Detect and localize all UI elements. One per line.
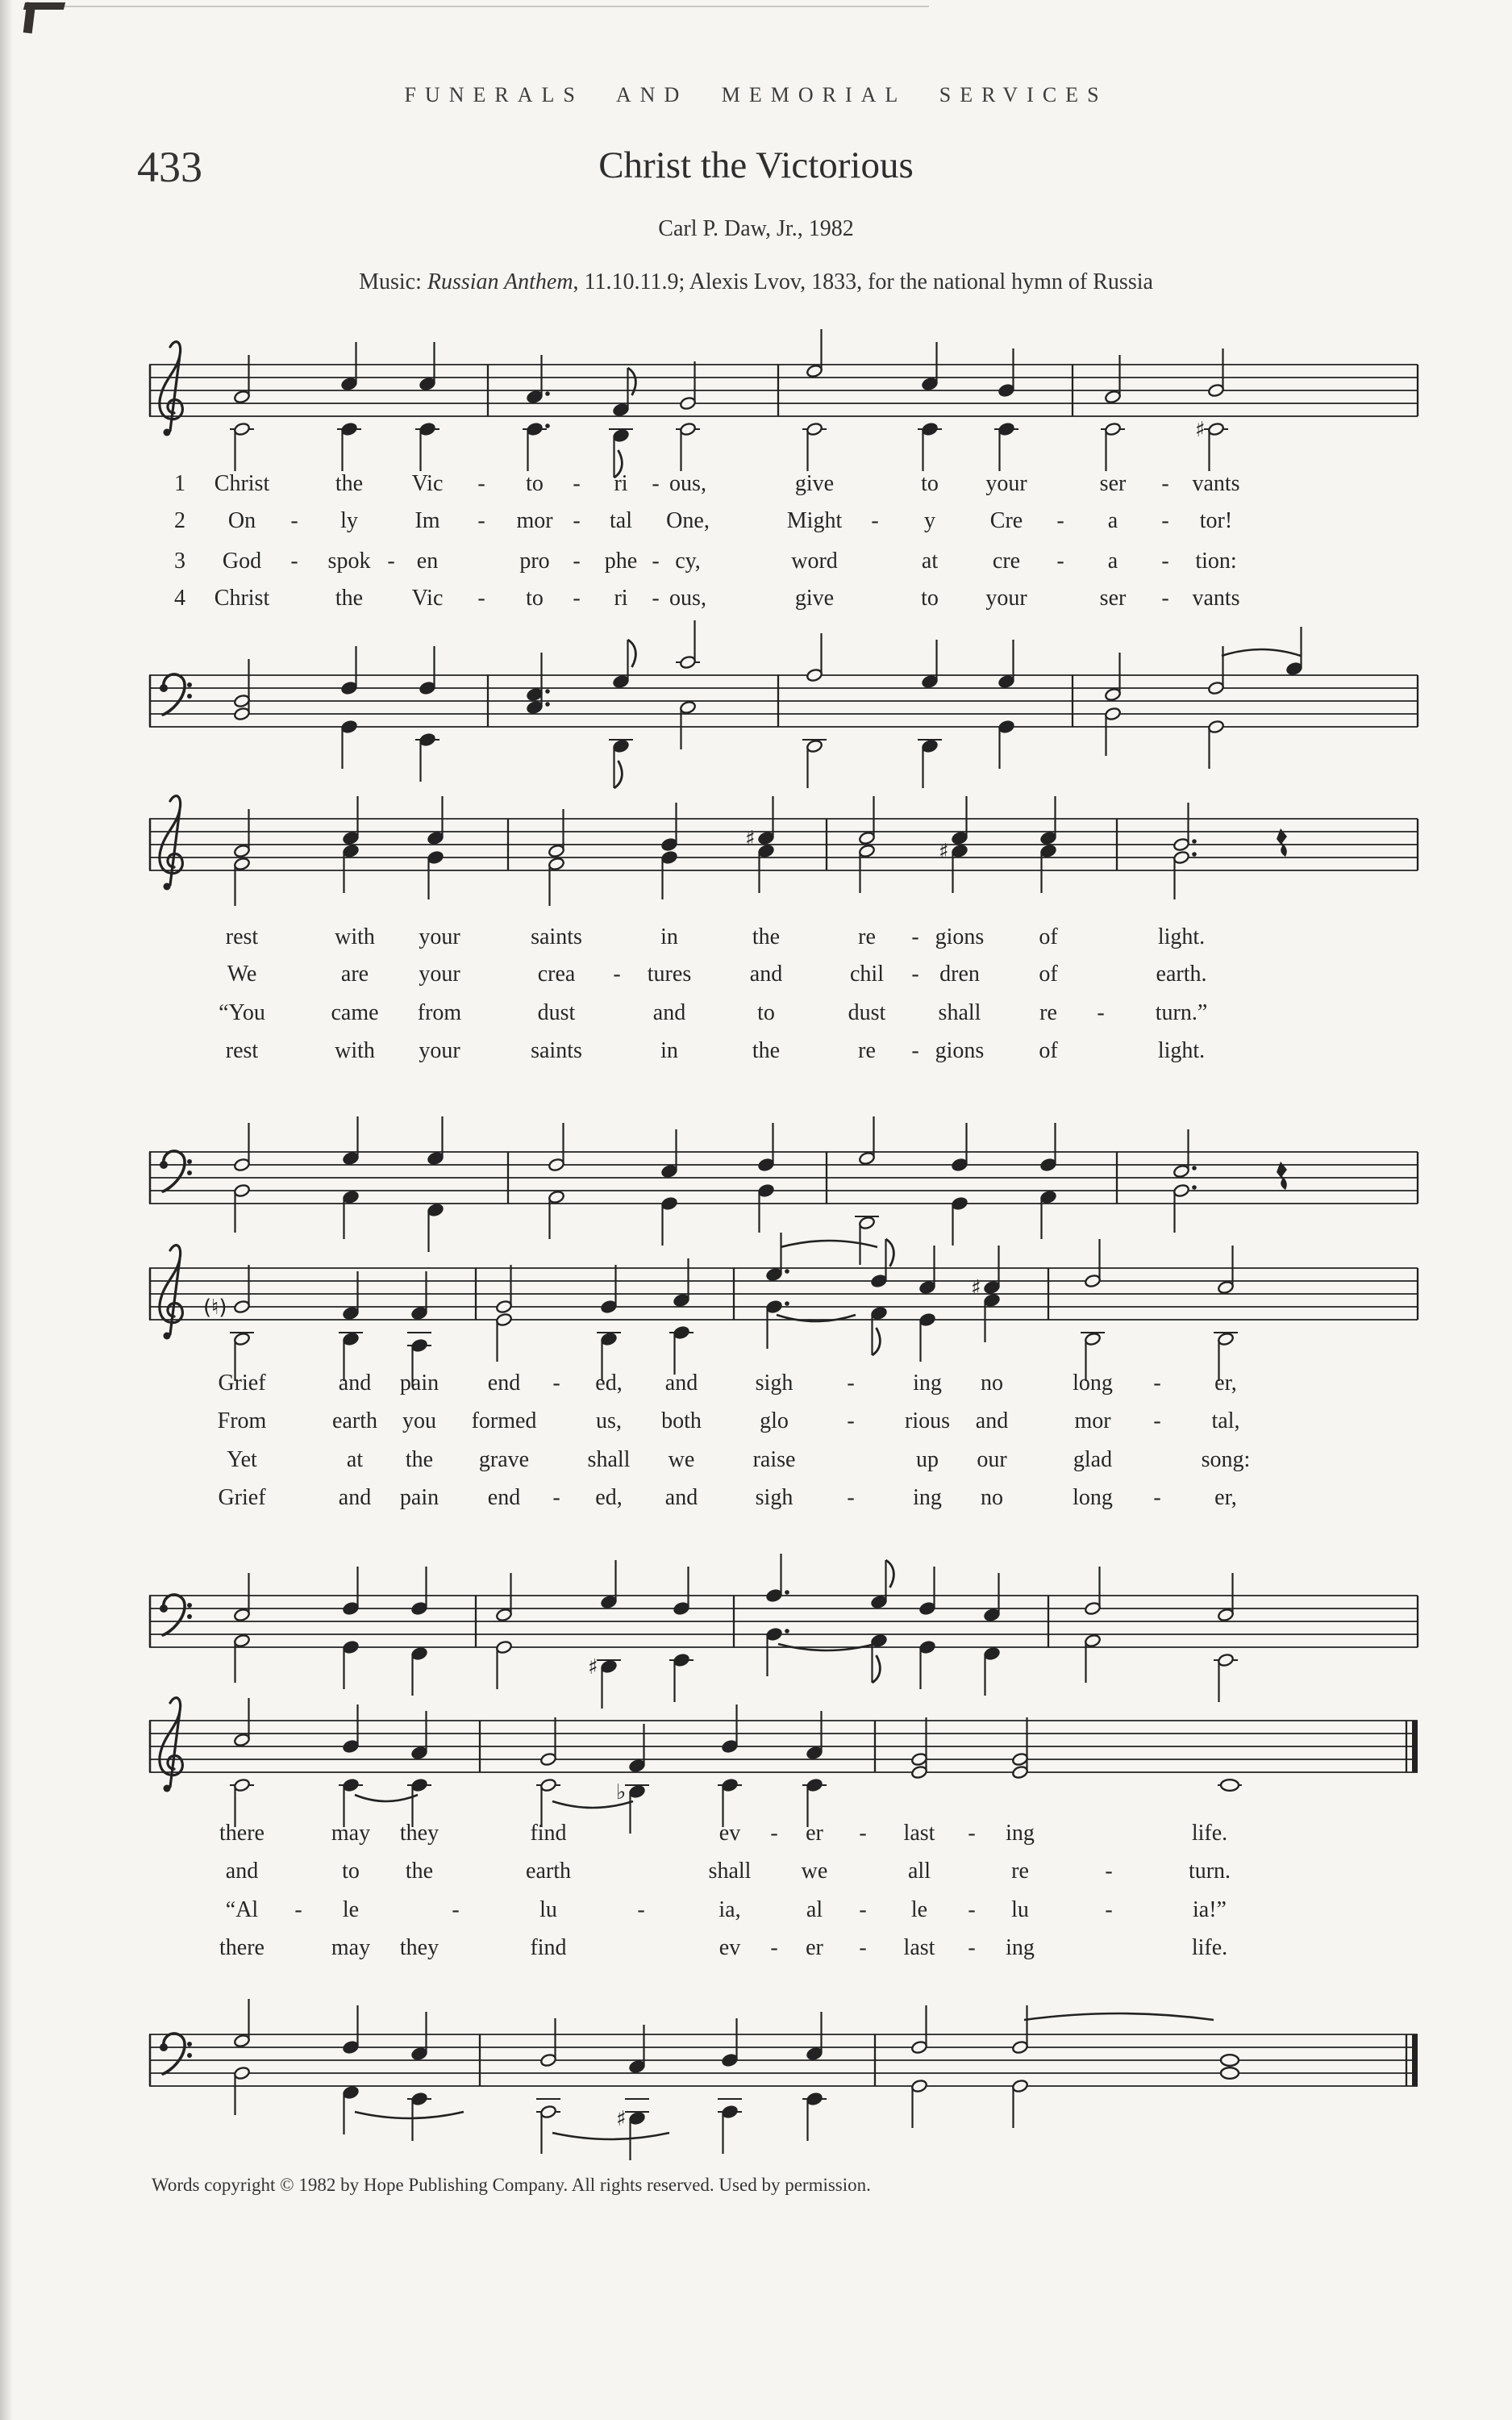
lyric-word: your: [985, 586, 1027, 611]
lyric-word: a: [1107, 549, 1118, 574]
lyric-word: song:: [1201, 1447, 1251, 1472]
lyric-word: saints: [531, 924, 582, 949]
lyric-word: your: [985, 471, 1027, 496]
lyric-word: sigh: [755, 1371, 793, 1396]
lyric-word: re: [1039, 1000, 1057, 1025]
lyric-word: end: [487, 1485, 521, 1510]
lyric-word: -: [477, 586, 485, 611]
lyric-word: mor: [516, 508, 553, 533]
lyric-word: shall: [938, 1000, 981, 1025]
lyric-word: light.: [1157, 924, 1206, 949]
lyric-word: -: [859, 1821, 867, 1846]
lyric-word: no: [981, 1371, 1003, 1396]
lyric-word: ing: [1006, 1935, 1035, 1960]
slur: [355, 2112, 464, 2118]
lyric-word: to: [342, 1859, 360, 1884]
lyric-word: in: [660, 1038, 678, 1063]
lyric-word: -: [452, 1897, 460, 1922]
lyric-word: to: [526, 471, 544, 496]
slur: [355, 1795, 418, 1801]
lyric-word: gions: [935, 1038, 985, 1063]
accidental-glyph: ♯: [1195, 418, 1206, 442]
lyric-word: 2: [174, 508, 185, 533]
lyric-word: we: [801, 1859, 828, 1884]
lyric-word: -: [1161, 549, 1169, 574]
lyric-word: are: [340, 962, 369, 987]
lyric-word: -: [847, 1371, 855, 1396]
lyric-word: 3: [174, 549, 185, 574]
lyric-word: ev: [719, 1821, 741, 1846]
lyric-word: ous,: [669, 586, 706, 611]
lyric-word: earth.: [1156, 962, 1207, 987]
accidental-glyph: ♭: [616, 1780, 627, 1805]
lyric-word: saints: [531, 1038, 582, 1063]
lyric-word: formed: [471, 1408, 537, 1433]
lyric-word: to: [526, 586, 544, 611]
scan-edge-shade: [0, 0, 13, 2420]
lyric-word: -: [770, 1935, 778, 1960]
bass-clef-icon: [163, 674, 185, 715]
lyric-word: from: [417, 1000, 462, 1025]
lyric-word: and: [338, 1485, 372, 1510]
lyric-word: -: [847, 1408, 855, 1433]
slur: [1024, 2013, 1214, 2020]
lyric-word: light.: [1157, 1038, 1206, 1063]
lyric-word: -: [968, 1897, 976, 1922]
treble-clef-icon: [160, 342, 182, 431]
treble-clef-icon: [160, 1245, 182, 1334]
lyric-word: a: [1107, 508, 1118, 533]
lyric-word: find: [530, 1935, 567, 1960]
lyric-word: at: [921, 549, 939, 574]
author-line: Carl P. Daw, Jr., 1982: [658, 216, 854, 241]
lyric-word: they: [399, 1935, 439, 1960]
lyric-word: ia,: [719, 1897, 741, 1922]
lyric-word: ia!”: [1193, 1897, 1227, 1922]
lyric-word: Cre: [989, 508, 1023, 533]
lyric-word: tures: [647, 962, 692, 987]
lyric-word: -: [911, 1038, 919, 1063]
lyric-word: to: [921, 586, 939, 611]
lyric-word: -: [637, 1897, 645, 1922]
lyric-word: “Al: [225, 1897, 259, 1922]
lyric-word: -: [477, 471, 485, 496]
lyric-word: ser: [1099, 471, 1127, 496]
lyric-word: -: [573, 586, 581, 611]
lyric-word: earth: [526, 1859, 571, 1884]
lyric-word: -: [652, 549, 660, 574]
accidental-glyph: (♮): [203, 1296, 227, 1320]
lyric-word: ri: [614, 471, 628, 496]
accidental-glyph: ♯: [588, 1655, 598, 1679]
lyric-word: -: [552, 1485, 560, 1510]
lyric-word: re: [1011, 1859, 1029, 1884]
accidental-glyph: ♯: [616, 2107, 627, 2131]
lyric-word: -: [1056, 549, 1064, 574]
section-header: FUNERALS AND MEMORIAL SERVICES: [404, 83, 1108, 106]
lyric-word: ed,: [595, 1485, 623, 1510]
bass-staff-system-4: [149, 1978, 1419, 2180]
lyric-word: tal,: [1211, 1408, 1240, 1433]
lyric-word: tor!: [1199, 508, 1233, 533]
music-attribution-prefix: Music:: [359, 269, 427, 294]
lyric-word: dust: [537, 1000, 576, 1025]
lyric-word: -: [652, 586, 660, 611]
lyric-word: and: [975, 1408, 1009, 1433]
lyric-word: er,: [1214, 1371, 1237, 1396]
lyric-word: they: [399, 1821, 439, 1846]
lyric-word: re: [858, 1038, 876, 1063]
lyric-word: pain: [399, 1371, 439, 1396]
lyric-word: find: [530, 1821, 567, 1846]
lyric-word: Im: [414, 508, 440, 533]
lyric-word: last: [903, 1821, 935, 1846]
lyric-word: may: [331, 1935, 371, 1960]
accidental-glyph: ♯: [971, 1276, 981, 1300]
lyric-word: -: [871, 508, 879, 533]
lyric-word: Christ: [214, 586, 270, 611]
lyric-word: life.: [1191, 1935, 1228, 1960]
lyric-word: with: [335, 1038, 375, 1063]
slur: [552, 2133, 669, 2139]
lyric-word: dren: [939, 962, 980, 987]
lyric-word: 4: [174, 586, 185, 611]
lyric-word: phe: [604, 549, 638, 574]
lyric-word: rest: [225, 924, 259, 949]
lyric-word: God: [222, 549, 262, 574]
lyric-word: -: [859, 1897, 867, 1922]
lyric-word: “You: [219, 1000, 265, 1025]
lyric-word: end: [487, 1371, 521, 1396]
lyric-word: of: [1039, 962, 1058, 987]
lyric-word: with: [335, 924, 375, 949]
lyric-word: We: [227, 962, 257, 987]
lyric-word: your: [419, 924, 460, 949]
lyric-word: the: [335, 586, 364, 611]
lyric-word: chil: [850, 962, 884, 987]
lyric-word: tal: [610, 508, 632, 533]
lyric-word: -: [1161, 508, 1169, 533]
lyric-word: vants: [1192, 586, 1240, 611]
lyric-word: raise: [752, 1447, 796, 1472]
lyric-word: One,: [666, 508, 710, 533]
lyric-word: -: [613, 962, 621, 987]
lyric-word: ev: [719, 1935, 741, 1960]
lyric-word: spok: [327, 549, 371, 574]
lyric-word: lu: [539, 1897, 557, 1922]
lyric-word: and: [664, 1371, 698, 1396]
lyric-word: er,: [1214, 1485, 1237, 1510]
lyric-word: and: [749, 962, 783, 987]
hymn-number: 433: [137, 143, 202, 191]
lyric-word: shall: [708, 1859, 752, 1884]
lyric-word: -: [1161, 586, 1169, 611]
lyric-word: no: [981, 1485, 1003, 1510]
lyric-word: pro: [519, 549, 550, 574]
lyric-word: came: [331, 1000, 379, 1025]
lyric-word: crea: [537, 962, 576, 987]
lyric-word: rest: [225, 1038, 259, 1063]
lyric-word: of: [1039, 1038, 1058, 1063]
lyric-word: your: [419, 962, 460, 987]
lyric-word: vants: [1192, 471, 1240, 496]
bass-clef-icon: [163, 1595, 185, 1635]
lyric-word: pain: [399, 1485, 439, 1510]
lyric-word: ly: [340, 508, 358, 533]
lyric-word: your: [419, 1038, 460, 1063]
lyric-word: On: [227, 508, 256, 533]
treble-clef-icon: [160, 1698, 182, 1787]
lyric-word: -: [290, 549, 298, 574]
lyric-word: -: [968, 1821, 976, 1846]
lyric-word: long: [1073, 1371, 1113, 1396]
lyric-word: give: [794, 471, 835, 496]
lyric-word: 1: [174, 471, 185, 496]
lyric-word: le: [910, 1897, 928, 1922]
lyric-word: ing: [1006, 1821, 1035, 1846]
lyric-word: er: [806, 1935, 823, 1960]
music-attribution-suffix: , 11.10.11.9; Alexis Lvov, 1833, for the national hymn of Russia: [573, 269, 1153, 294]
lyric-word: may: [331, 1821, 371, 1846]
lyric-word: both: [661, 1408, 702, 1433]
lyric-word: lu: [1011, 1897, 1029, 1922]
lyric-word: all: [908, 1859, 931, 1884]
lyric-word: -: [859, 1935, 867, 1960]
lyric-word: ri: [614, 586, 628, 611]
lyric-word: Grief: [218, 1371, 266, 1396]
lyric-word: Christ: [214, 471, 270, 496]
lyric-word: -: [652, 471, 660, 496]
lyric-word: Grief: [218, 1485, 266, 1510]
lyric-word: cre: [992, 549, 1021, 574]
tune-name: Russian Anthem: [427, 269, 573, 294]
lyric-word: -: [552, 1371, 560, 1396]
lyric-word: -: [1105, 1859, 1113, 1884]
lyric-word: our: [977, 1447, 1007, 1472]
lyric-word: rious: [905, 1408, 950, 1433]
bass-clef-icon: [163, 2034, 185, 2074]
lyric-word: glo: [760, 1408, 789, 1433]
lyric-word: turn.”: [1155, 1000, 1208, 1025]
lyric-word: ing: [913, 1485, 942, 1510]
lyric-word: last: [903, 1935, 935, 1960]
lyric-word: -: [770, 1821, 778, 1846]
lyric-word: and: [652, 1000, 686, 1025]
treble-clef-icon: [160, 796, 182, 885]
slur: [1222, 649, 1301, 656]
lyric-word: y: [924, 508, 935, 533]
lyric-word: -: [1097, 1000, 1105, 1025]
lyric-word: ous,: [669, 471, 706, 496]
lyric-word: grave: [478, 1447, 530, 1472]
lyric-word: the: [335, 471, 364, 496]
lyric-word: -: [573, 549, 581, 574]
lyric-word: en: [416, 549, 439, 574]
lyric-word: there: [219, 1935, 264, 1960]
lyric-word: -: [477, 508, 485, 533]
lyric-word: -: [294, 1897, 302, 1922]
lyric-word: -: [847, 1485, 855, 1510]
lyric-word: -: [1161, 471, 1169, 496]
slur: [781, 1241, 877, 1247]
lyric-word: -: [290, 508, 298, 533]
lyric-word: Yet: [227, 1447, 257, 1472]
lyric-word: ser: [1099, 586, 1127, 611]
lyric-word: shall: [587, 1447, 631, 1472]
hymn-title: Christ the Victorious: [598, 144, 914, 186]
lyric-word: the: [752, 1038, 781, 1063]
music-attribution: [0, 269, 1512, 295]
lyric-word: ed,: [595, 1371, 623, 1396]
lyric-word: tion:: [1195, 549, 1237, 574]
lyric-word: the: [405, 1859, 434, 1884]
accidental-glyph: ♯: [745, 827, 756, 851]
quarter-rest-icon: [1277, 828, 1287, 857]
lyric-word: to: [921, 471, 939, 496]
lyric-word: of: [1039, 924, 1058, 949]
quarter-rest-icon: [1277, 1162, 1287, 1190]
lyric-word: -: [911, 962, 919, 987]
lyric-word: to: [757, 1000, 775, 1025]
lyric-word: there: [219, 1821, 264, 1846]
lyric-word: and: [338, 1371, 372, 1396]
lyric-word: -: [968, 1935, 976, 1960]
scan-artifact: [34, 6, 929, 7]
lyric-word: -: [1105, 1897, 1113, 1922]
lyric-word: in: [660, 924, 678, 949]
lyric-word: give: [794, 586, 835, 611]
lyric-word: mor: [1074, 1408, 1111, 1433]
lyric-word: Might: [786, 508, 843, 533]
lyric-word: word: [791, 549, 838, 574]
lyric-word: -: [1056, 508, 1064, 533]
copyright-line: Words copyright © 1982 by Hope Publishing Company. All rights reserved. Used by permission.: [152, 2175, 871, 2195]
lyric-word: and: [225, 1859, 259, 1884]
lyric-word: and: [664, 1485, 698, 1510]
lyric-word: us,: [596, 1408, 622, 1433]
lyric-word: up: [916, 1447, 939, 1472]
lyric-word: at: [346, 1447, 364, 1472]
lyric-word: we: [668, 1447, 695, 1472]
lyric-word: -: [1153, 1485, 1161, 1510]
lyric-word: -: [1153, 1408, 1161, 1433]
lyric-word: -: [387, 549, 395, 574]
lyric-word: er: [806, 1821, 823, 1846]
lyric-word: gions: [935, 924, 985, 949]
lyric-word: -: [573, 471, 581, 496]
lyric-word: you: [402, 1408, 436, 1433]
lyric-word: le: [342, 1897, 360, 1922]
lyric-word: turn.: [1188, 1859, 1231, 1884]
bass-clef-icon: [163, 1151, 185, 1191]
lyric-word: the: [752, 924, 781, 949]
lyric-word: Vic: [411, 586, 444, 611]
lyric-word: the: [405, 1447, 434, 1472]
lyric-word: -: [911, 924, 919, 949]
lyric-word: -: [1153, 1371, 1161, 1396]
accidental-glyph: ♯: [939, 840, 949, 864]
lyric-word: earth: [332, 1408, 377, 1433]
lyric-word: sigh: [755, 1485, 793, 1510]
lyric-word: long: [1073, 1485, 1113, 1510]
lyric-word: -: [573, 508, 581, 533]
lyric-word: re: [858, 924, 876, 949]
lyric-word: cy,: [675, 549, 701, 574]
lyric-word: Vic: [411, 471, 444, 496]
lyric-word: dust: [848, 1000, 886, 1025]
lyric-word: glad: [1073, 1447, 1113, 1472]
lyric-word: al: [806, 1897, 823, 1922]
lyric-word: ing: [913, 1371, 942, 1396]
lyric-word: life.: [1191, 1821, 1228, 1846]
lyric-word: From: [217, 1408, 267, 1433]
